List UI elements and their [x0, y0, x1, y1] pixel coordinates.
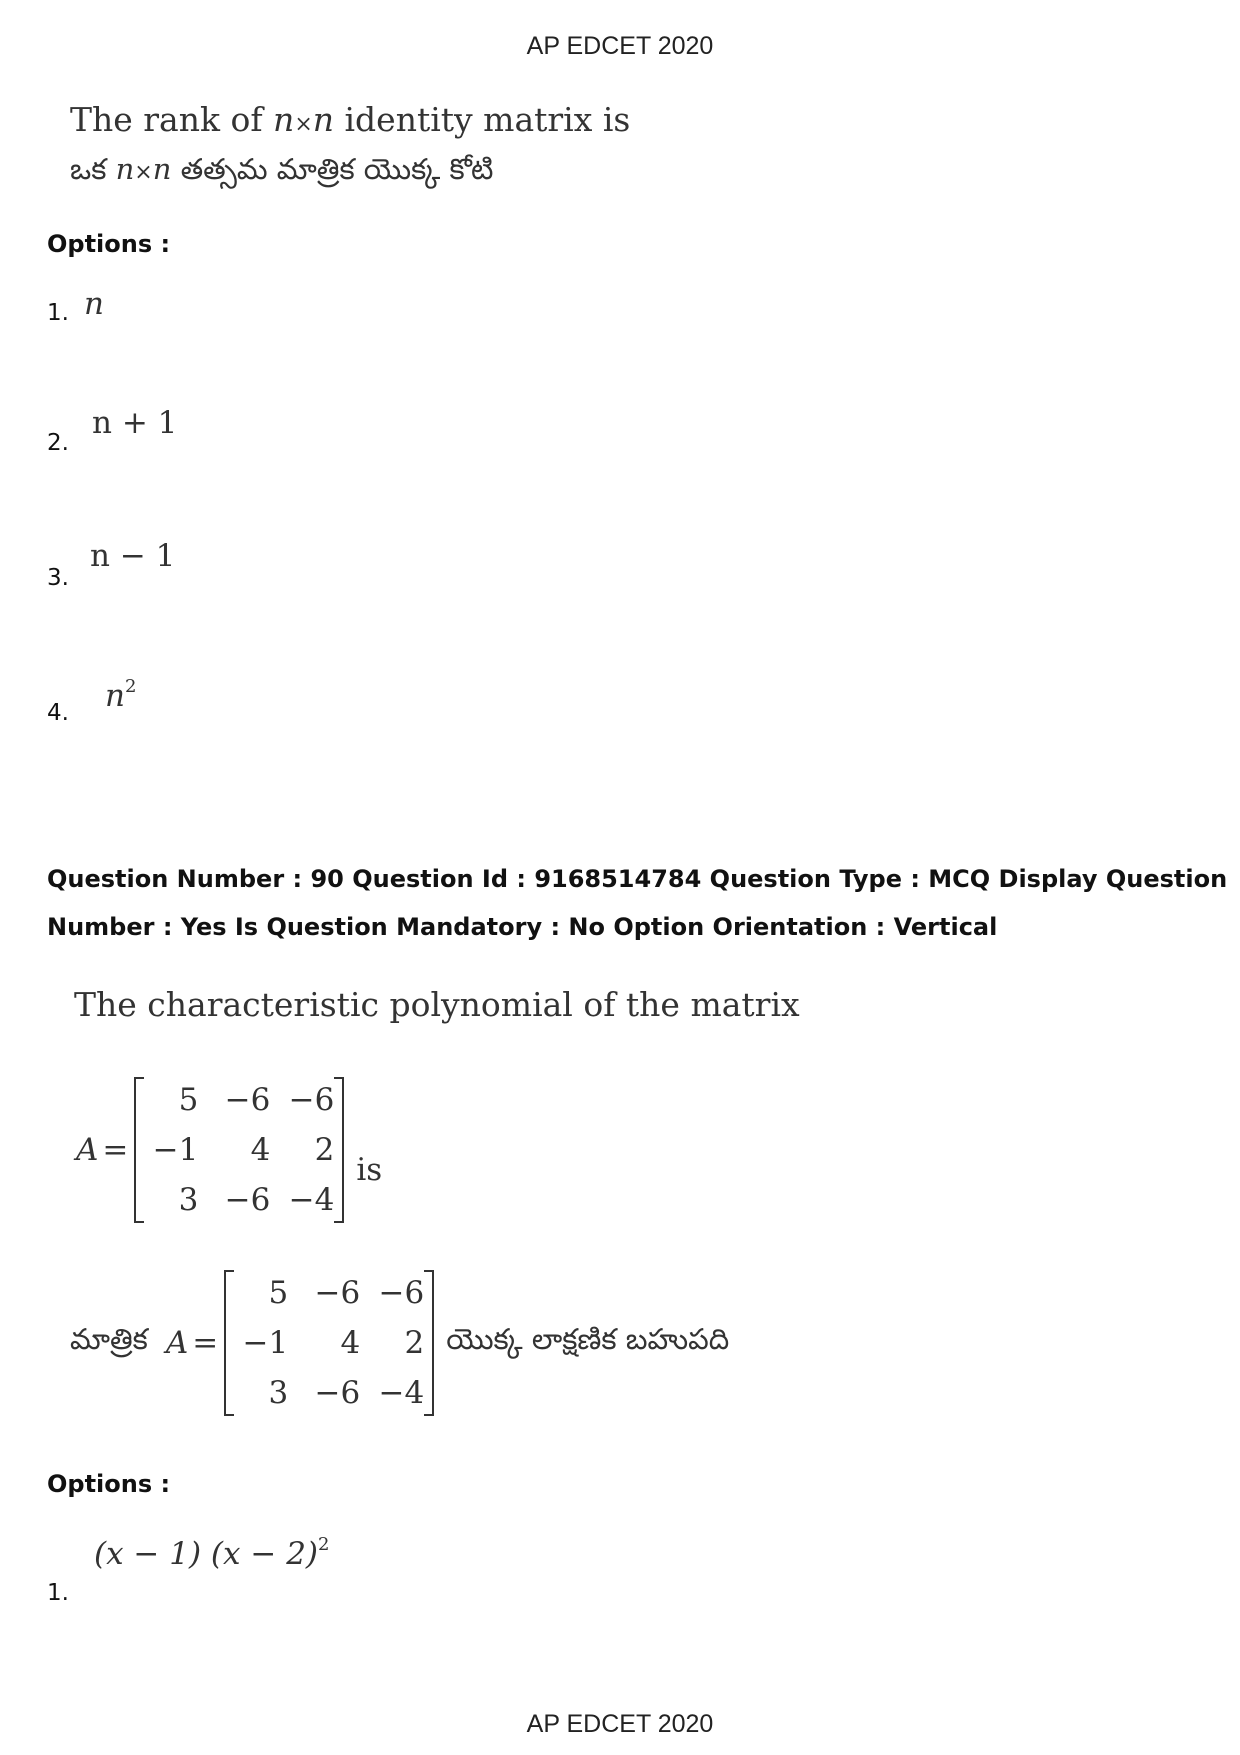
stem-n: n — [115, 152, 135, 186]
bracket-right — [424, 1270, 434, 1416]
option-number: 1. — [47, 300, 69, 326]
matrix-cell: −6 — [224, 1182, 271, 1218]
matrix-equals: = — [192, 1325, 219, 1361]
page-header: AP EDCET 2020 — [526, 32, 714, 60]
stem-n: n — [273, 100, 295, 139]
matrix-suffix: is — [356, 1152, 383, 1188]
bracket-left — [134, 1077, 144, 1223]
matrix-telugu — [70, 1268, 729, 1418]
option-expression: n — [84, 286, 104, 322]
matrix-cell: −6 — [314, 1275, 361, 1311]
matrix-cell: −6 — [378, 1275, 425, 1311]
option-number: 4. — [47, 700, 69, 726]
matrix-cell: 4 — [250, 1132, 271, 1168]
page-footer: AP EDCET 2020 — [526, 1710, 714, 1738]
question-meta-line: Question Number : 90 Question Id : 9168514784 Question Type : MCQ Display Question — [47, 865, 1228, 893]
matrix — [224, 1268, 434, 1418]
matrix-cell: 5 — [178, 1082, 199, 1118]
matrix — [134, 1075, 344, 1225]
matrix-cell: −4 — [378, 1375, 425, 1411]
bracket-right — [334, 1077, 344, 1223]
options-label: Options : — [47, 1470, 171, 1498]
matrix-cell: −6 — [224, 1082, 271, 1118]
matrix-cell: −6 — [288, 1082, 335, 1118]
option-number: 1. — [47, 1580, 69, 1606]
telugu-suffix: యొక్క లాక్షణిక బహుపది — [446, 1322, 730, 1356]
stem-n: n — [152, 152, 172, 186]
matrix-cell: 2 — [404, 1325, 425, 1361]
question-stem-english — [70, 100, 630, 139]
matrix-cell: 5 — [268, 1275, 289, 1311]
matrix-cell: 4 — [340, 1325, 361, 1361]
stem-text: The rank of — [70, 100, 274, 139]
matrix-english — [76, 1075, 382, 1225]
options-label: Options : — [47, 230, 171, 258]
matrix-lhs: A — [165, 1325, 189, 1361]
stem-text: ఒక — [70, 152, 116, 186]
stem-n: n — [312, 100, 335, 139]
stem-times: × — [294, 112, 313, 137]
question-stem-telugu — [70, 152, 493, 194]
telugu-prefix: మాత్రిక — [70, 1322, 148, 1356]
option-expression: (x − 1) $(x - 2)^2$ — [94, 1534, 330, 1572]
matrix-cell: −1 — [242, 1325, 289, 1361]
option-expression: n − 1 — [90, 538, 176, 574]
matrix-cell: −1 — [152, 1132, 199, 1168]
matrix-cell: 2 — [314, 1132, 335, 1168]
matrix-cell: −4 — [288, 1182, 335, 1218]
stem-times: × — [134, 160, 153, 185]
matrix-cell: 3 — [268, 1375, 289, 1411]
question-stem-english: The characteristic polynomial of the matrix — [74, 985, 800, 1024]
bracket-left — [224, 1270, 234, 1416]
question-meta-line: Number : Yes Is Question Mandatory : No Option Orientation : Vertical — [47, 913, 998, 941]
matrix-cell: −6 — [314, 1375, 361, 1411]
stem-text: identity matrix is — [334, 100, 631, 139]
option-expression: n + 1 — [92, 405, 178, 441]
option-expression: $n^2$ — [105, 676, 137, 714]
option-number: 2. — [47, 430, 69, 456]
stem-text: తత్సమ మాత్రిక యొక్క కోటి — [171, 152, 494, 186]
matrix-equals: = — [102, 1132, 129, 1168]
matrix-lhs: A — [76, 1132, 99, 1168]
option-number: 3. — [47, 565, 69, 591]
matrix-cell: 3 — [178, 1182, 199, 1218]
